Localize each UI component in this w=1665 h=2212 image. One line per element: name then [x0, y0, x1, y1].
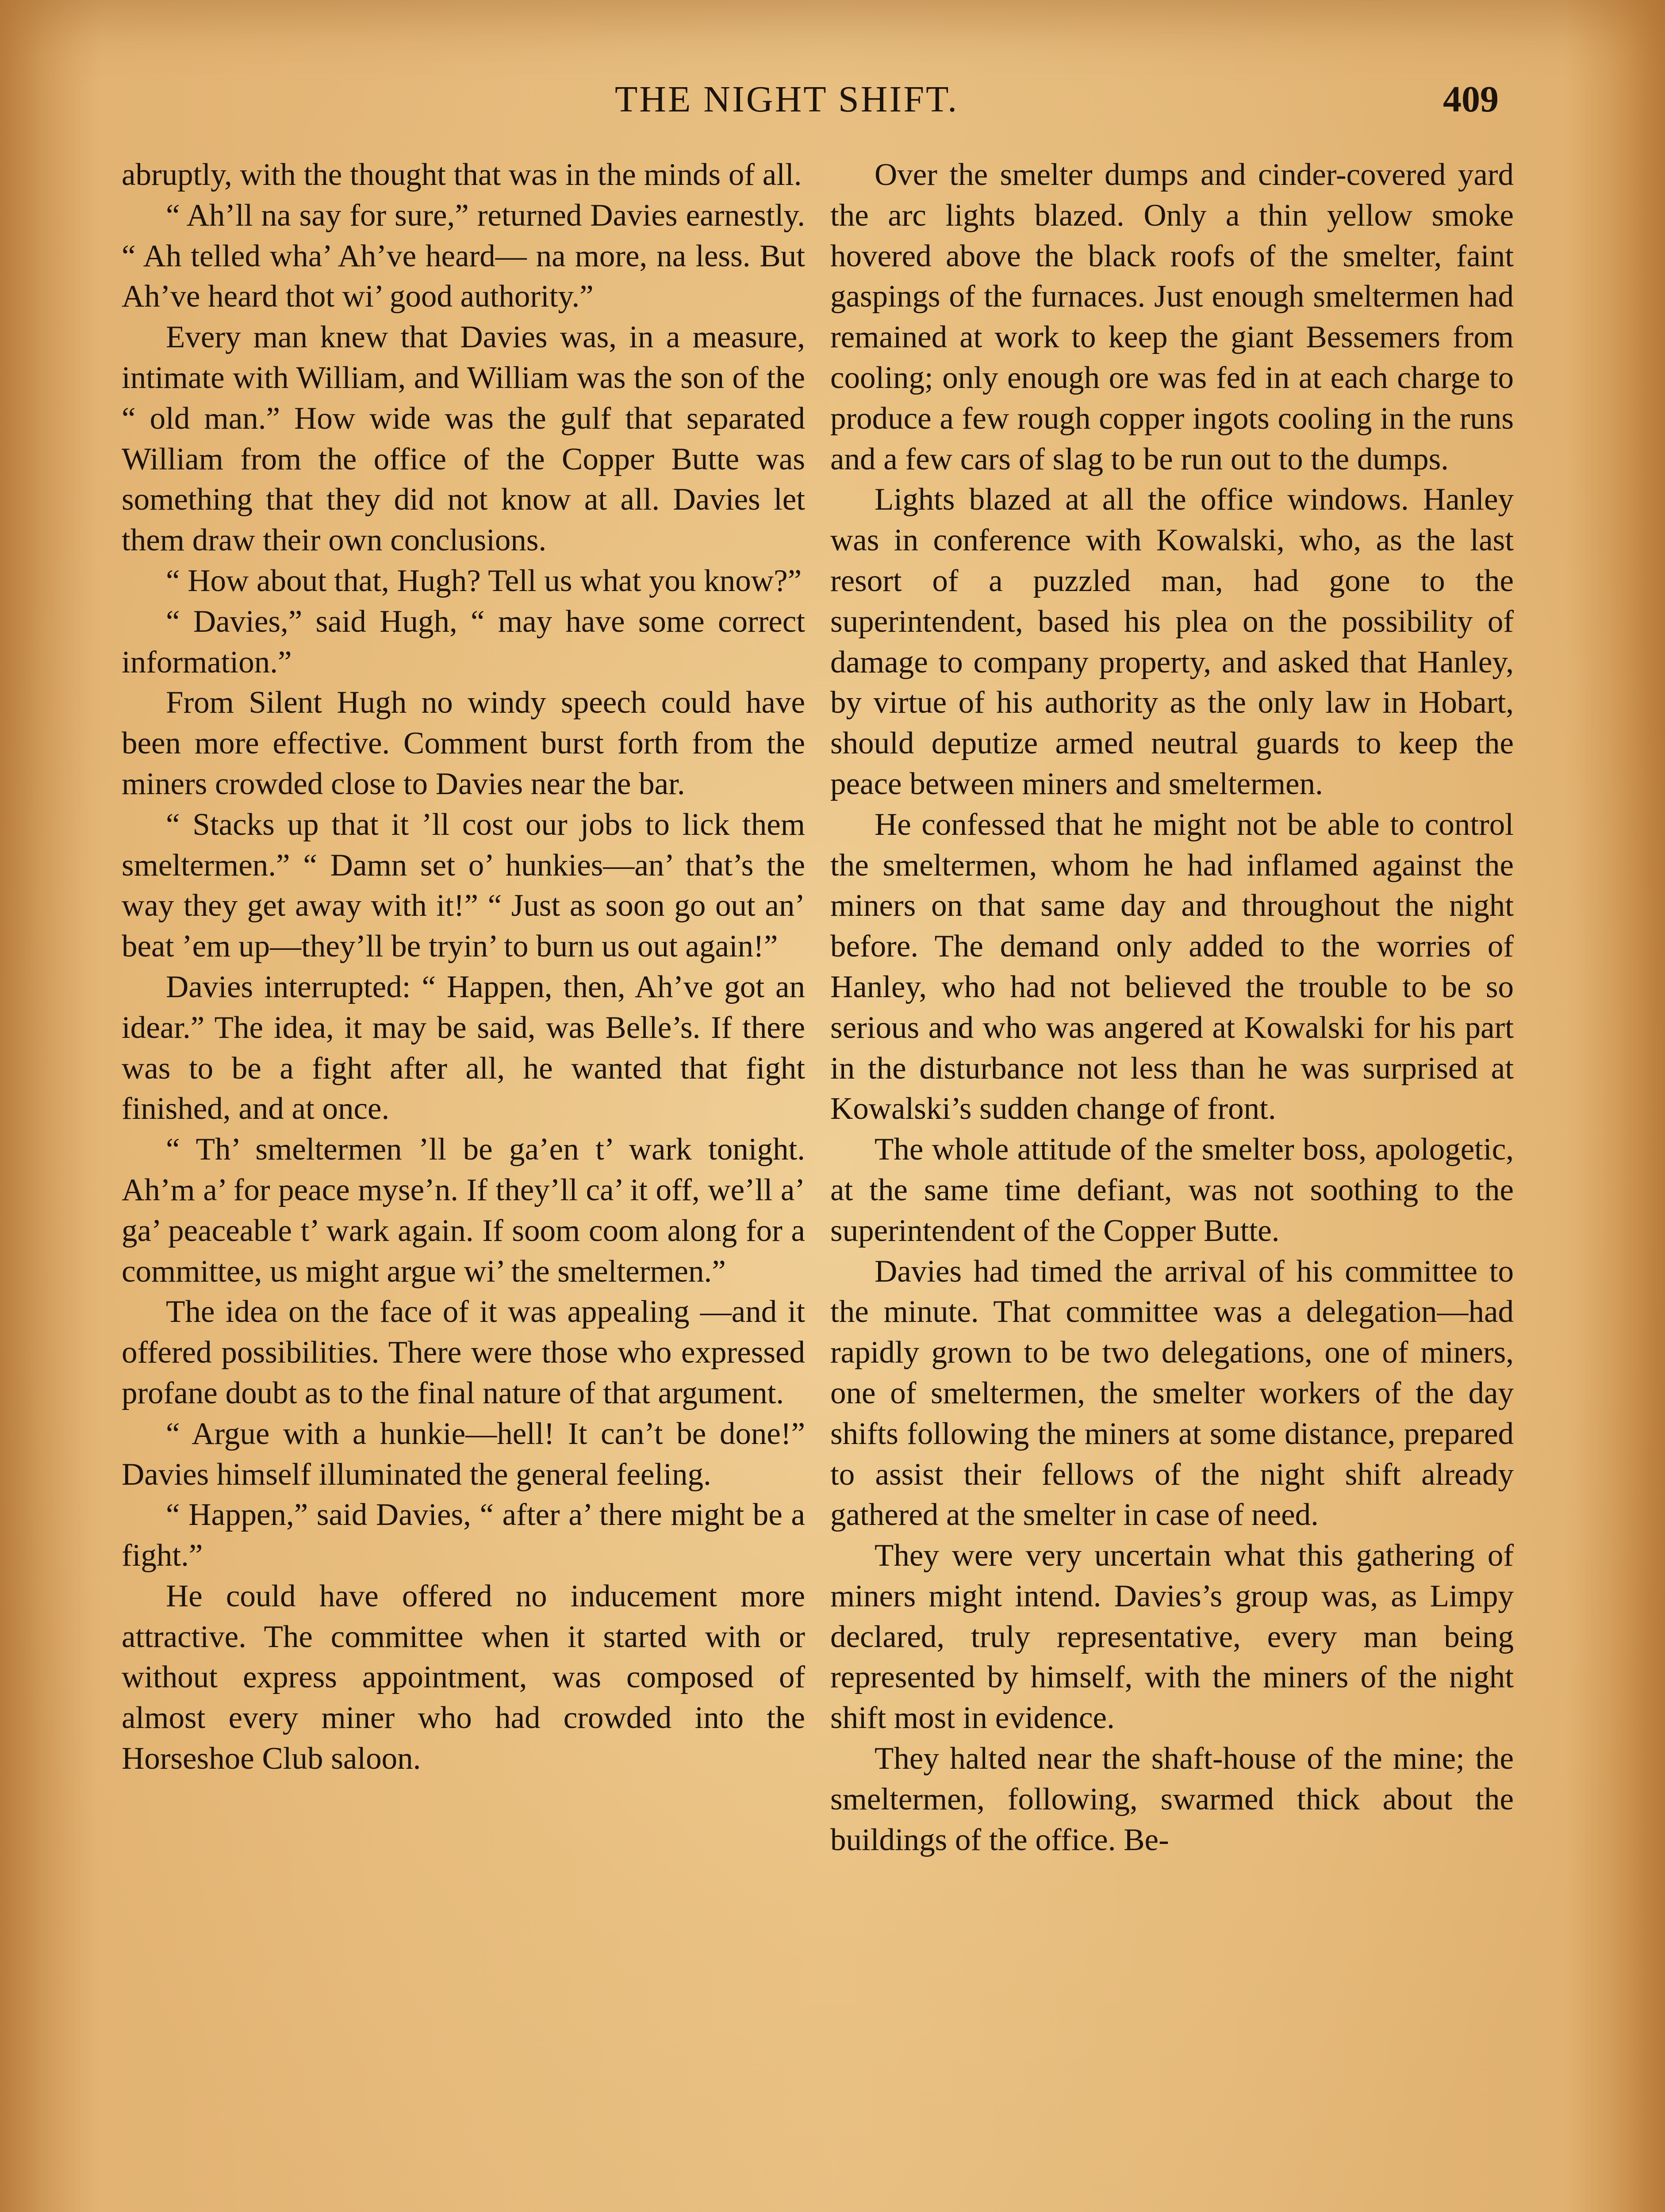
paragraph: abruptly, with the thought that was in the minds of all. [122, 157, 802, 192]
paragraph: “ How about that, Hugh? Tell us what you know?” [166, 563, 802, 598]
paragraph: Every man knew that Davies was, in a measure, intimate with William, and William was the son of the “ old man.” How wide was the gulf that separated William from the office of the Copper Butte was something that they did not know at all. Davies let them draw their own conclusions. [122, 320, 805, 558]
paragraph: “ Davies,” said Hugh, “ may have some correct information.” [122, 604, 805, 680]
paragraph: “ Stacks up that it ’ll cost our jobs to lick them smeltermen.” “ Damn set o’ hunkies—an’ that’s the way they get away with it!” “ Just as soon go out an’ beat ’em up—they’ll be tryin’ to burn us out again!” [122, 807, 805, 964]
paragraph: He confessed that he might not be able to control the smeltermen, whom he had inflamed against the miners on that same day and throughout the night before. The demand only added to the worries of Hanley, who had not believed the trouble to be so serious and who was angered at Kowalski for his part in the disturbance not less than he was surprised at Kowalski’s sudden change of front. [830, 807, 1514, 1126]
right-text-column [830, 155, 1514, 1860]
paragraph: The whole attitude of the smelter boss, apologetic, at the same time defiant, was not soothing to the superintendent of the Copper Butte. [830, 1132, 1514, 1248]
page-number: 409 [1443, 79, 1499, 120]
paragraph: “ Happen,” said Davies, “ after a’ there might be a fight.” [122, 1498, 805, 1573]
paragraph: Lights blazed at all the office windows. Hanley was in conference with Kowalski, who, as the last resort of a puzzled man, had gone to the superintendent, based his plea on the possibility of damage to company property, and asked that Hanley, by virtue of his authority as the only law in Hobart, should deputize armed neutral guards to keep the peace between miners and smeltermen. [830, 482, 1514, 801]
paragraph: Davies had timed the arrival of his committee to the minute. That committee was a delegation—had rapidly grown to be two delegations, one of miners, one of smeltermen, the smelter workers of the day shifts following the miners at some distance, prepared to assist their fellows of the night shift already gathered at the smelter in case of need. [830, 1254, 1514, 1532]
paragraph: They were very uncertain what this gathering of miners might intend. Davies’s group was, as Limpy declared, truly representative, every man being represented by himself, with the miners of the night shift most in evidence. [830, 1538, 1514, 1736]
paragraph: From Silent Hugh no windy speech could have been more effective. Comment burst forth from the miners crowded close to Davies near the bar. [122, 685, 805, 801]
paragraph: The idea on the face of it was appealing —and it offered possibilities. There were those who expressed profane doubt as to the final nature of that argument. [122, 1294, 805, 1410]
left-text-column [122, 155, 805, 1779]
page-header [0, 71, 1665, 124]
paragraph: They halted near the shaft-house of the mine; the smeltermen, following, swarmed thick about the buildings of the office. Be- [830, 1741, 1514, 1857]
paragraph: “ Ah’ll na say for sure,” returned Davies earnestly. “ Ah telled wha’ Ah’ve heard— na more, na less. But Ah’ve heard thot wi’ good authority.” [122, 198, 805, 314]
paragraph: “ Th’ smeltermen ’ll be ga’en t’ wark tonight. Ah’m a’ for peace myse’n. If they’ll ca’ it off, we’ll a’ ga’ peaceable t’ wark again. If soom coom along for a committee, us might argue wi’ the smeltermen.” [122, 1132, 805, 1289]
paragraph: “ Argue with a hunkie—hell! It can’t be done!” Davies himself illuminated the general feeling. [122, 1416, 805, 1492]
paragraph: He could have offered no inducement more attractive. The committee when it started with or without express appointment, was composed of almost every miner who had crowded into the Horseshoe Club saloon. [122, 1578, 805, 1776]
running-title: THE NIGHT SHIFT. [615, 79, 959, 120]
paragraph: Over the smelter dumps and cinder-covered yard the arc lights blazed. Only a thin yellow smoke hovered above the black roofs of the smelter, faint gaspings of the furnaces. Just enough smeltermen had remained at work to keep the giant Bessemers from cooling; only enough ore was fed in at each charge to produce a few rough copper ingots cooling in the runs and a few cars of slag to be run out to the dumps. [830, 157, 1514, 476]
paragraph: Davies interrupted: “ Happen, then, Ah’ve got an idear.” The idea, it may be said, was Belle’s. If there was to be a fight after all, he wanted that fight finished, and at once. [122, 969, 805, 1126]
